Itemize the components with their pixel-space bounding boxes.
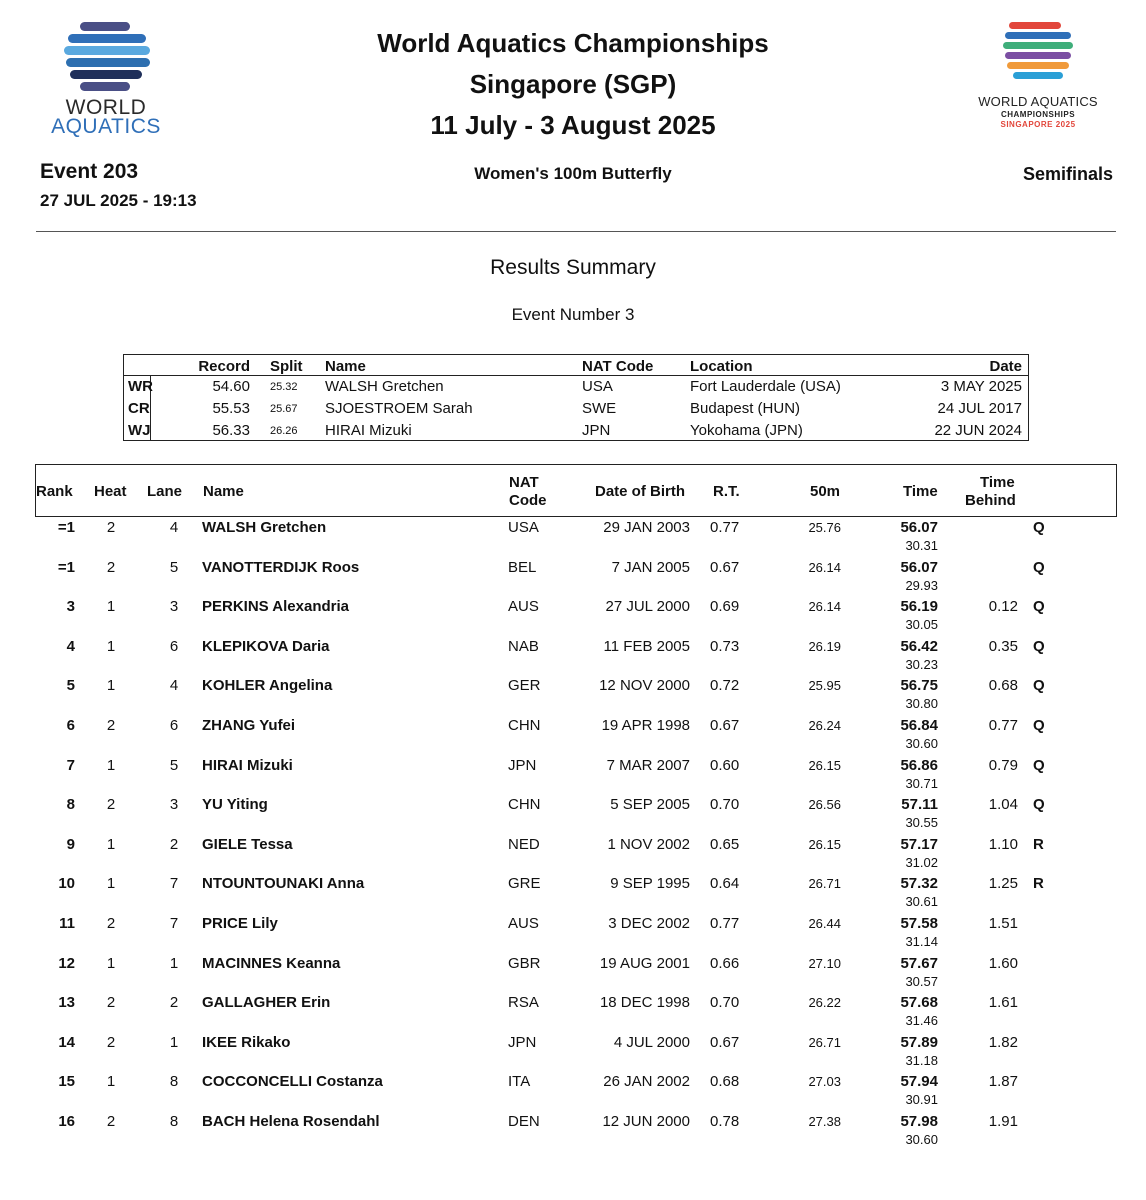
record-name: WALSH Gretchen — [325, 378, 444, 395]
result-rank: 15 — [58, 1073, 75, 1091]
result-rank: =1 — [57, 519, 75, 536]
records-header-location: Location — [690, 358, 753, 375]
result-row — [35, 755, 1117, 795]
result-rank: 6 — [66, 717, 75, 734]
result-lane: 7 — [169, 875, 179, 893]
result-rt: 0.77 — [710, 519, 740, 536]
result-name: GALLAGHER Erin — [202, 994, 331, 1012]
result-time: 57.32 — [900, 875, 938, 893]
result-lane: 7 — [169, 915, 179, 932]
result-rank: 11 — [59, 915, 75, 932]
result-split50: 26.14 — [808, 599, 841, 615]
result-name: KOHLER Angelina — [202, 677, 333, 695]
event-number: Event 203 — [40, 160, 139, 183]
result-row — [35, 992, 1117, 1032]
result-split2: 30.05 — [905, 617, 938, 633]
record-code: WR — [128, 378, 153, 395]
result-split50: 26.15 — [808, 757, 841, 773]
result-behind: 1.51 — [988, 915, 1018, 932]
result-nat: GBR — [508, 954, 541, 972]
record-row — [124, 420, 1028, 442]
result-nat: JPN — [508, 1033, 537, 1051]
result-row — [35, 675, 1117, 715]
result-rt: 0.67 — [710, 1033, 740, 1051]
record-code: CR — [128, 400, 150, 417]
record-location: Fort Lauderdale (USA) — [690, 378, 841, 395]
result-behind: 1.87 — [988, 1073, 1018, 1091]
result-split2: 31.14 — [905, 934, 938, 949]
record-nat: JPN — [582, 422, 611, 439]
result-time: 57.68 — [900, 994, 938, 1012]
record-record: 56.33 — [212, 422, 250, 439]
result-lane: 4 — [169, 519, 179, 536]
result-dob: 12 NOV 2000 — [599, 677, 690, 695]
result-row — [35, 953, 1117, 993]
result-lane: 8 — [169, 1113, 179, 1130]
result-name: BACH Helena Rosendahl — [202, 1113, 380, 1130]
result-name: ZHANG Yufei — [202, 717, 296, 734]
result-heat: 2 — [106, 994, 116, 1012]
logo-text-world: WORLD — [65, 96, 147, 119]
result-split2: 31.18 — [905, 1052, 938, 1068]
result-nat: ITA — [508, 1073, 531, 1091]
result-nat: JPN — [508, 756, 537, 774]
result-rt: 0.64 — [710, 875, 740, 893]
result-nat: RSA — [508, 994, 539, 1012]
result-behind: 0.12 — [988, 598, 1018, 616]
result-qual: Q — [1033, 717, 1045, 734]
header-time-behind-2: Behind — [965, 492, 1016, 509]
record-location: Yokohama (JPN) — [690, 422, 803, 439]
result-qual: Q — [1033, 558, 1045, 576]
result-row — [35, 913, 1117, 953]
result-time: 56.07 — [900, 519, 938, 536]
result-qual: R — [1033, 875, 1044, 893]
championship-title: World Aquatics Championships — [377, 28, 769, 58]
result-time: 56.75 — [900, 677, 938, 695]
result-rank: 10 — [58, 875, 75, 893]
result-row — [35, 794, 1117, 834]
result-qual: R — [1033, 835, 1044, 853]
result-heat: 1 — [106, 677, 116, 695]
record-row — [124, 376, 1028, 398]
result-split50: 27.10 — [808, 955, 841, 971]
result-rt: 0.68 — [710, 1073, 740, 1091]
result-heat: 1 — [106, 598, 116, 616]
result-lane: 5 — [169, 756, 179, 774]
result-rank: 12 — [58, 954, 75, 972]
result-dob: 1 NOV 2002 — [607, 835, 690, 853]
record-row — [124, 398, 1028, 420]
result-split2: 30.55 — [905, 815, 938, 831]
result-name: COCCONCELLI Costanza — [202, 1073, 383, 1091]
records-header — [124, 355, 1028, 376]
result-dob: 9 SEP 1995 — [610, 875, 690, 893]
result-nat: NED — [508, 835, 540, 853]
result-rank: 3 — [66, 598, 75, 616]
result-nat: USA — [508, 519, 539, 536]
records-header-split: Split — [270, 358, 303, 375]
result-split50: 26.24 — [808, 718, 841, 733]
result-time: 57.17 — [900, 835, 938, 853]
result-lane: 3 — [169, 598, 179, 616]
result-behind: 0.35 — [988, 637, 1018, 655]
result-time: 57.11 — [901, 796, 938, 814]
result-row — [35, 834, 1117, 874]
header-time: Time — [903, 483, 938, 500]
result-split50: 26.15 — [808, 836, 841, 852]
header-heat: Heat — [94, 483, 127, 500]
result-rt: 0.66 — [710, 954, 740, 972]
header-dob: Date of Birth — [595, 483, 685, 500]
result-rt: 0.78 — [710, 1113, 740, 1130]
record-split: 25.32 — [270, 381, 298, 393]
result-behind: 0.77 — [988, 717, 1018, 734]
record-date: 24 JUL 2017 — [937, 400, 1022, 417]
result-split2: 30.31 — [905, 538, 938, 553]
result-dob: 11 FEB 2005 — [603, 637, 690, 655]
result-behind: 1.60 — [988, 954, 1018, 972]
result-heat: 1 — [106, 756, 116, 774]
result-lane: 2 — [169, 994, 179, 1012]
result-row — [35, 1111, 1117, 1151]
result-row — [35, 1071, 1117, 1111]
result-heat: 2 — [106, 558, 116, 576]
result-behind: 1.04 — [988, 796, 1018, 814]
record-code: WJ — [128, 422, 151, 439]
result-split50: 26.14 — [808, 559, 841, 575]
result-rt: 0.73 — [710, 637, 740, 655]
record-name: SJOESTROEM Sarah — [325, 400, 473, 417]
result-heat: 2 — [106, 796, 116, 814]
result-name: GIELE Tessa — [202, 835, 293, 853]
result-nat: GRE — [508, 875, 541, 893]
record-name: HIRAI Mizuki — [325, 422, 412, 439]
result-lane: 8 — [169, 1073, 179, 1091]
result-lane: 6 — [169, 717, 179, 734]
result-row — [35, 715, 1117, 755]
result-dob: 7 JAN 2005 — [611, 558, 690, 576]
result-split50: 27.38 — [808, 1114, 841, 1129]
result-heat: 2 — [106, 915, 116, 932]
result-behind: 1.91 — [988, 1113, 1018, 1130]
results-header — [35, 464, 1117, 517]
results-summary-title: Results Summary — [490, 256, 656, 279]
result-rt: 0.65 — [710, 835, 740, 853]
result-heat: 2 — [106, 1113, 116, 1130]
venue-title: Singapore (SGP) — [469, 69, 677, 99]
logo-stripe — [66, 58, 150, 67]
record-split: 25.67 — [270, 403, 298, 415]
logo-text-championships: CHAMPIONSHIPS — [1000, 110, 1076, 119]
result-rt: 0.70 — [710, 796, 740, 814]
result-qual: Q — [1033, 796, 1045, 814]
result-rank: 9 — [66, 835, 75, 853]
result-time: 56.19 — [900, 598, 938, 616]
result-heat: 2 — [106, 1033, 116, 1051]
result-row — [35, 517, 1117, 557]
result-rt: 0.60 — [710, 756, 740, 774]
result-rank: 13 — [58, 994, 75, 1012]
event-datetime: 27 JUL 2025 - 19:13 — [40, 191, 197, 210]
result-rank: 7 — [66, 756, 75, 774]
result-name: MACINNES Keanna — [202, 954, 341, 972]
result-name: WALSH Gretchen — [202, 519, 327, 536]
result-split50: 27.03 — [808, 1074, 841, 1090]
records-header-record: Record — [198, 358, 250, 375]
result-rank: 8 — [66, 796, 75, 814]
result-heat: 1 — [106, 1073, 116, 1091]
result-behind: 1.10 — [988, 835, 1018, 853]
result-dob: 19 APR 1998 — [601, 717, 690, 734]
records-table — [123, 354, 1029, 441]
result-rank: 16 — [58, 1113, 75, 1130]
result-split2: 30.23 — [905, 656, 938, 672]
record-record: 54.60 — [212, 378, 250, 395]
result-qual: Q — [1033, 637, 1045, 655]
record-date: 22 JUN 2024 — [934, 422, 1022, 439]
header-rt: R.T. — [713, 483, 740, 500]
result-behind: 1.25 — [988, 875, 1018, 893]
result-time: 56.42 — [900, 637, 938, 655]
result-qual: Q — [1033, 677, 1045, 695]
result-rank: 5 — [66, 677, 75, 695]
result-split50: 25.95 — [808, 678, 841, 694]
result-rt: 0.77 — [710, 915, 740, 932]
result-time: 56.84 — [900, 717, 938, 734]
divider — [36, 231, 1116, 232]
header-nat: NAT — [509, 474, 539, 491]
logo-text-singapore: SINGAPORE 2025 — [1000, 120, 1076, 129]
result-nat: GER — [508, 677, 541, 695]
result-dob: 7 MAR 2007 — [606, 756, 690, 774]
result-nat: AUS — [508, 915, 539, 932]
result-split50: 26.22 — [808, 995, 841, 1011]
result-split2: 30.80 — [905, 696, 938, 712]
result-row — [35, 873, 1117, 913]
result-dob: 29 JAN 2003 — [603, 519, 690, 536]
event-number-title: Event Number 3 — [511, 305, 635, 324]
result-split2: 31.02 — [905, 854, 938, 870]
result-split2: 30.57 — [905, 973, 938, 989]
result-name: KLEPIKOVA Daria — [202, 637, 330, 655]
result-nat: NAB — [508, 637, 539, 655]
result-rt: 0.69 — [710, 598, 740, 616]
result-qual: Q — [1033, 519, 1045, 536]
result-time: 56.07 — [900, 558, 938, 576]
result-split50: 26.19 — [808, 638, 841, 654]
record-record: 55.53 — [212, 400, 250, 417]
result-split50: 25.76 — [808, 520, 841, 535]
results-table — [35, 517, 1117, 1157]
result-behind: 0.79 — [988, 756, 1018, 774]
result-row — [35, 557, 1117, 597]
result-rt: 0.67 — [710, 558, 740, 576]
record-date: 3 MAY 2025 — [940, 378, 1022, 395]
result-dob: 18 DEC 1998 — [599, 994, 690, 1012]
result-heat: 1 — [106, 954, 116, 972]
event-name: Women's 100m Butterfly — [474, 164, 672, 183]
result-name: IKEE Rikako — [202, 1033, 291, 1051]
result-name: YU Yiting — [202, 796, 268, 814]
result-heat: 2 — [106, 717, 116, 734]
result-heat: 1 — [106, 637, 116, 655]
header-code: Code — [509, 492, 547, 509]
result-split50: 26.71 — [808, 1034, 841, 1050]
result-nat: CHN — [508, 796, 541, 814]
logo-text-aquatics: AQUATICS — [51, 115, 161, 138]
record-nat: SWE — [582, 400, 617, 417]
result-qual: Q — [1033, 756, 1045, 774]
result-split50: 26.44 — [808, 916, 841, 931]
result-nat: CHN — [508, 717, 541, 734]
result-time: 57.94 — [900, 1073, 938, 1091]
result-lane: 6 — [169, 637, 179, 655]
result-split2: 30.60 — [905, 1132, 938, 1147]
record-location: Budapest (HUN) — [690, 400, 801, 417]
header-time-behind-1: Time — [980, 474, 1015, 491]
result-split2: 31.46 — [905, 1013, 938, 1029]
result-lane: 5 — [169, 558, 179, 576]
result-split2: 30.60 — [905, 736, 938, 751]
result-name: HIRAI Mizuki — [202, 756, 293, 774]
result-rank: =1 — [57, 558, 75, 576]
result-rank: 14 — [58, 1033, 75, 1051]
result-nat: DEN — [508, 1113, 540, 1130]
result-dob: 4 JUL 2000 — [613, 1033, 690, 1051]
record-split: 26.26 — [270, 425, 298, 437]
result-name: NTOUNTOUNAKI Anna — [202, 875, 365, 893]
dates-title: 11 July - 3 August 2025 — [430, 110, 716, 140]
result-time: 57.58 — [900, 915, 938, 932]
result-time: 56.86 — [900, 756, 938, 774]
result-name: PRICE Lily — [202, 915, 278, 932]
record-nat: USA — [582, 378, 613, 395]
result-rt: 0.70 — [710, 994, 740, 1012]
result-lane: 2 — [169, 835, 179, 853]
result-lane: 1 — [169, 954, 179, 972]
result-lane: 1 — [169, 1033, 179, 1051]
result-dob: 12 JUN 2000 — [602, 1113, 690, 1130]
result-dob: 3 DEC 2002 — [608, 915, 690, 932]
header-lane: Lane — [147, 483, 183, 500]
result-lane: 3 — [169, 796, 179, 814]
result-row — [35, 636, 1117, 676]
result-dob: 19 AUG 2001 — [599, 954, 690, 972]
header-rank: Rank — [36, 483, 73, 500]
result-lane: 4 — [169, 677, 179, 695]
logo-stripe — [1007, 62, 1069, 69]
result-heat: 1 — [106, 835, 116, 853]
header-name: Name — [203, 483, 244, 500]
result-split2: 30.71 — [905, 775, 938, 791]
result-row — [35, 1032, 1117, 1072]
result-nat: BEL — [508, 558, 537, 576]
result-rank: 4 — [66, 637, 75, 655]
result-time: 57.67 — [900, 954, 938, 972]
result-name: PERKINS Alexandria — [202, 598, 349, 616]
result-time: 57.89 — [900, 1033, 938, 1051]
result-qual: Q — [1033, 598, 1045, 616]
result-behind: 0.68 — [988, 677, 1018, 695]
logo-text-world-aquatics: WORLD AQUATICS — [978, 94, 1098, 109]
header-50m: 50m — [810, 483, 841, 500]
result-split2: 29.93 — [905, 577, 938, 593]
result-split2: 30.61 — [905, 894, 938, 910]
event-phase: Semifinals — [1022, 164, 1113, 184]
result-dob: 5 SEP 2005 — [610, 796, 690, 814]
records-header-date: Date — [989, 358, 1022, 375]
result-split50: 26.56 — [808, 797, 841, 813]
result-split2: 30.91 — [905, 1092, 938, 1108]
result-row — [35, 596, 1117, 636]
records-header-name: Name — [325, 358, 366, 375]
result-behind: 1.61 — [988, 994, 1018, 1012]
result-dob: 26 JAN 2002 — [603, 1073, 690, 1091]
result-name: VANOTTERDIJK Roos — [202, 558, 360, 576]
result-rt: 0.72 — [710, 677, 740, 695]
result-behind: 1.82 — [988, 1033, 1018, 1051]
records-header-nat: NAT Code — [582, 358, 654, 375]
result-heat: 1 — [106, 875, 116, 893]
result-rt: 0.67 — [710, 717, 740, 734]
result-split50: 26.71 — [808, 876, 841, 892]
result-heat: 2 — [106, 519, 116, 536]
result-time: 57.98 — [900, 1113, 938, 1130]
result-nat: AUS — [508, 598, 539, 616]
result-dob: 27 JUL 2000 — [605, 598, 690, 616]
